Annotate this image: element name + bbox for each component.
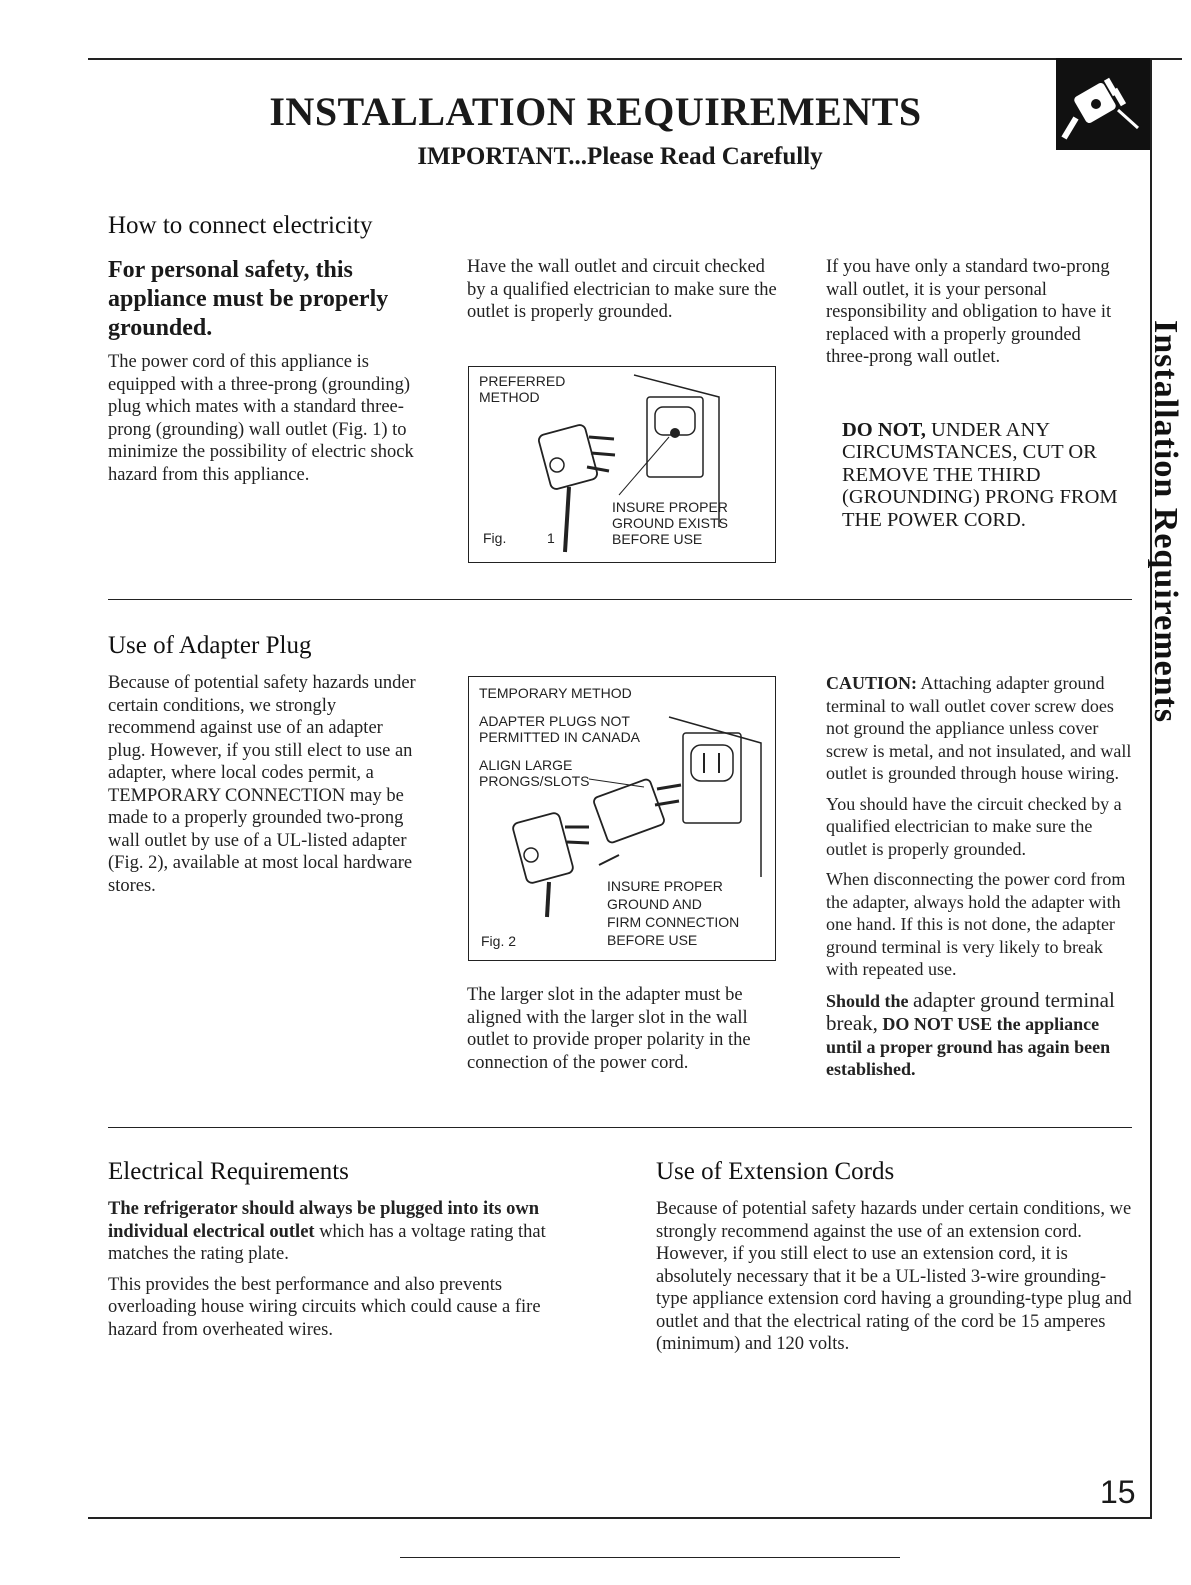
outlet-requirement: The refrigerator should always be plugged into its own individual electrical outlet	[108, 1199, 540, 1242]
caution-label: CAUTION:	[826, 673, 918, 693]
section-heading-connect-electricity: How to connect electricity	[108, 212, 373, 239]
adapter-warning-b: adapter ground terminal break,	[826, 987, 1115, 1035]
bottom-rule-2	[400, 1557, 900, 1558]
power-cord-warning	[842, 419, 1127, 532]
page-number: 15	[1100, 1474, 1136, 1510]
disconnect-text: When disconnecting the power cord from the adapter, always hold the adapter with one hand. If this is not done, the adapter ground terminal is very likely to break with repeated use.	[826, 869, 1126, 979]
figure-1	[468, 366, 776, 563]
fig2-callout: INSURE PROPER GROUND AND FIRM CONNECTION BEFORE USE	[607, 878, 740, 948]
warning-do-not: DO NOT,	[842, 418, 926, 441]
figure-2	[468, 676, 776, 961]
section2-col2-text: The larger slot in the adapter must be aligned with the larger slot in the wall outlet to provide proper polarity in the connection of the power cord.	[467, 985, 751, 1073]
section-heading-extension-cords: Use of Extension Cords	[656, 1158, 895, 1185]
performance-text: This provides the best performance and also prevents overloading house wiring circuits which could cause a fire hazard from overheated wires.	[108, 1274, 541, 1340]
fig1-callout: INSURE PROPER GROUND EXISTS BEFORE USE	[612, 499, 728, 547]
warning-text: UNDER ANY CIRCUMSTANCES, CUT OR REMOVE THE THIRD (GROUNDING) PRONG FROM THE POWER CORD.	[842, 418, 1118, 531]
page-title: INSTALLATION REQUIREMENTS	[269, 89, 922, 134]
divider-1	[108, 599, 1132, 600]
fig1-number: 1	[547, 530, 555, 546]
section1-col1-text: The power cord of this appliance is equipped with a three-prong (grounding) plug which mates with a standard three-prong (grounding) wall outlet (Fig. 1) to minimize the possibility of electric shock hazard from this appliance.	[108, 352, 414, 485]
caution-text: Attaching adapter ground terminal to wall outlet cover screw does not ground the appliance unless cover screw is metal, and not insulated, and wall outlet is grounded through house wiring.	[826, 673, 1132, 783]
fig1-label: Fig.	[483, 530, 507, 546]
fig2-label-align: ALIGN LARGE PRONGS/SLOTS	[479, 757, 590, 789]
fig2-label: Fig. 2	[481, 933, 517, 949]
section1-col1	[108, 256, 428, 486]
bottom-rule	[88, 1517, 1152, 1519]
safety-statement: For personal safety, this appliance must be properly grounded.	[108, 257, 389, 341]
section1-col3	[826, 256, 1126, 531]
section3-text	[108, 1198, 588, 1349]
adapter-warning-c: DO NOT USE the appliance until a proper ground has again been established.	[826, 1014, 1111, 1079]
section2-col3	[826, 672, 1136, 1089]
fig2-label-temporary: TEMPORARY METHOD	[479, 685, 632, 701]
adapter-warning-a: Should the	[826, 990, 914, 1011]
section-heading-adapter-plug: Use of Adapter Plug	[108, 632, 312, 659]
check-circuit-text: You should have the circuit checked by a qualified electrician to make sure the outlet is properly grounded.	[826, 793, 1122, 859]
side-tab-label: Installation Requirements	[1147, 320, 1184, 724]
section4-text: Because of potential safety hazards under certain conditions, we strongly recommend against the use of an extension cord. However, if you still elect to use an extension cord, it is absolutely necessary that it be a UL-listed 3-wire grounding-type appliance extension cord having a grounding-type plug and outlet and that the electrical rating of the cord be 15 amperes (minimum) and 120 volts.	[656, 1199, 1132, 1354]
fig1-label-preferred: PREFERRED METHOD	[479, 373, 566, 405]
top-rule	[88, 58, 1182, 60]
voltage-rating-text: which has a voltage rating that matches the rating plate.	[108, 1221, 546, 1264]
divider-2	[108, 1127, 1132, 1128]
fig2-label-canada: ADAPTER PLUGS NOT PERMITTED IN CANADA	[479, 713, 641, 745]
section-heading-electrical: Electrical Requirements	[108, 1158, 349, 1185]
section1-col2-text: Have the wall outlet and circuit checked by a qualified electrician to make sure the outlet is properly grounded.	[467, 257, 777, 322]
page-subtitle: IMPORTANT...Please Read Carefully	[417, 143, 823, 170]
section1-col3-text: If you have only a standard two-prong wall outlet, it is your personal responsibility and obligation to have it replaced with a properly grounded three-prong wall outlet.	[826, 257, 1112, 367]
section2-col1-text: Because of potential safety hazards under certain conditions, we strongly recommend against use of an adapter plug. However, if you still elect to use an adapter, where local codes permit, a TEMPORARY CONNECTION may be made to a properly grounded two-prong wall outlet by use of a UL-listed adapter (Fig. 2), available at most local hardware stores.	[108, 673, 416, 896]
